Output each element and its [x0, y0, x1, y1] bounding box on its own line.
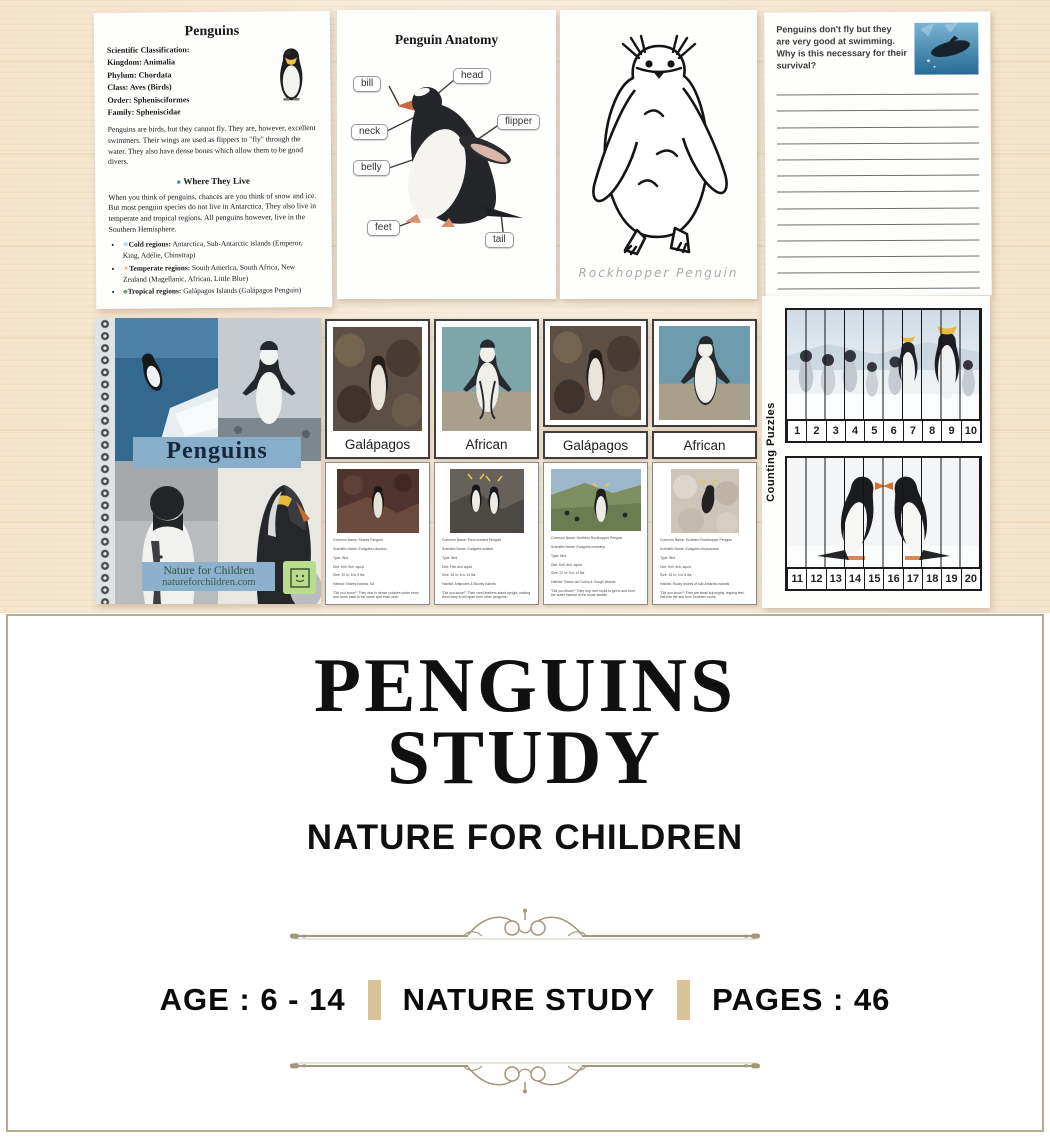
fact-line: "Did you know?" Their crest feathers stand upright, making them easy to tell apart from other penguins.: [442, 591, 531, 600]
flashcard-galapagos: [325, 319, 430, 459]
fact-line: Common Name: Southern Rockhopper Penguin: [660, 538, 732, 542]
pages-label: PAGES : 46: [712, 981, 891, 1017]
counting-puzzles-page: [762, 296, 990, 608]
classification-line: Class: Aves (Birds): [107, 82, 172, 93]
label-tail: tail: [485, 232, 514, 248]
fact-line: Habitat: Snares Islands, NZ: [333, 582, 375, 587]
fact-card: [325, 462, 430, 605]
puzzle-number: 15: [864, 569, 883, 589]
ruled-line: [777, 143, 979, 160]
puzzle-number: 18: [922, 569, 941, 589]
ruled-line: [777, 192, 979, 209]
puzzle-number: 5: [864, 421, 883, 441]
where-text: When you think of penguins, chances are you think of snow and ice. But most penguin species do not live in Antarctica. They also live in temperate and tropical regions. All penguins however, live in the Southern Hemisphere.: [108, 190, 317, 234]
fact-line: Habitat: Antipodes & Bounty Islands: [442, 582, 496, 587]
classification-line: Order: Sphenisciformes: [107, 94, 190, 105]
regions-list: [113, 238, 319, 297]
fact-line: Common Name: Snares Penguin: [333, 538, 383, 542]
fact-line: "Did you know?" They are small but mighty, leaping feet-first into the sea from Southern rocks.: [660, 591, 745, 600]
rockhopper-outline-drawing: [579, 24, 739, 264]
puzzle-number: 13: [826, 569, 845, 589]
where-they-live-heading: ● Where They Live: [176, 175, 251, 187]
fact-line: "Did you know?" They nest in dense colonies under trees and come back to the same spot each year.: [333, 591, 419, 600]
coloring-caption: Rockhopper Penguin: [578, 266, 739, 280]
puzzle-number: 7: [903, 421, 922, 441]
product-subtitle: NATURE FOR CHILDREN: [306, 817, 744, 857]
ruled-lines: [777, 78, 980, 322]
fact-card: [652, 462, 757, 605]
puzzle-strip-lines: [787, 310, 980, 419]
age-label: AGE : 6 - 14: [159, 981, 346, 1017]
ornamental-divider-bottom: [290, 1052, 760, 1094]
title-section: [0, 613, 1050, 1138]
fact-line: Scientific Name: Eudyptes chrysocome: [660, 546, 719, 551]
label-bill: bill: [353, 76, 381, 92]
snares-penguin-photo: [337, 469, 419, 533]
brand-logo: [283, 561, 316, 594]
southern-rockhopper-photo: [671, 469, 739, 533]
fact-line: Type: Bird: [442, 555, 458, 560]
galapagos-penguin-photo: [333, 327, 422, 431]
region-icon: ☀: [122, 264, 130, 273]
coloring-page: [560, 10, 757, 299]
fact-line: Size: 18 in; 4 to 8 lbs: [660, 573, 692, 578]
ruled-line: [777, 127, 979, 144]
counting-puzzle-11-20: [785, 456, 982, 591]
fact-line: Type: Bird: [660, 555, 676, 560]
galapagos-penguin-photo: [550, 326, 641, 420]
erect-crested-penguin-photo: [450, 469, 524, 533]
fact-line: Size: 26 in; 6 to 13 lbs: [442, 573, 476, 578]
fact-line: Habitat: Rocky shores of sub-Antarctic islands: [660, 582, 730, 587]
region-icon: ❄: [122, 241, 129, 250]
flashcard-label: Galápagos: [344, 436, 411, 452]
anatomy-title: Penguin Anatomy: [394, 32, 499, 47]
counting-puzzles-label: Counting Puzzles: [765, 402, 777, 502]
counting-puzzle-1-10: [785, 308, 982, 443]
ruled-line: [777, 208, 979, 225]
brand-name: Nature for Children: [163, 565, 255, 577]
label-belly: belly: [353, 160, 390, 176]
fact-line: Habitat: Tristan da Cunha & Gough Islands: [551, 580, 616, 585]
ruled-line: [777, 240, 979, 257]
puzzle-number: 9: [941, 421, 960, 441]
region-item: • ♣Tropical regions: Galápagos Islands (Galápagos Penguin): [123, 285, 319, 297]
ruled-line: [777, 159, 979, 176]
classification-line: Kingdom: Animalia: [107, 57, 175, 68]
fact-line: Common Name: Northern Rockhopper Penguin: [551, 536, 623, 540]
fact-page: [94, 11, 333, 309]
african-penguin-photo: [442, 327, 531, 431]
fact-lines: [660, 538, 749, 600]
classification-line: Family: Spheniscidae: [107, 107, 181, 117]
puzzle-number: 6: [883, 421, 902, 441]
fact-lines: [333, 538, 422, 600]
ruled-line: [777, 78, 979, 95]
fact-line: Type: Bird: [551, 553, 567, 558]
flashcard-african-split: [652, 319, 757, 459]
ruled-line: [778, 257, 980, 274]
puzzle-strip-lines: [787, 458, 980, 567]
species-flashcards: [325, 319, 757, 459]
puzzle-number: 4: [845, 421, 864, 441]
puzzle-numbers-11-20: [785, 569, 982, 591]
fact-line: Common Name: Erect-crested Penguin: [442, 538, 502, 542]
notebook-cover: [95, 318, 321, 604]
swimming-penguin-photo: [914, 22, 978, 74]
puzzle-number: 19: [941, 569, 960, 589]
product-title: PENGUINS STUDY: [314, 642, 736, 801]
fact-card: [543, 462, 648, 605]
fact-line: "Did you know?" They hop over rocks to get to and from the water instead of the usual waddle.: [551, 589, 635, 598]
puzzle-number: 17: [903, 569, 922, 589]
fact-lines: [551, 536, 640, 598]
flashcard-label: Galápagos: [543, 431, 648, 459]
notebook-title: Penguins: [133, 437, 300, 468]
fact-lines: [442, 538, 531, 600]
label-feet: feet: [367, 220, 400, 236]
spiral-binding: [95, 318, 115, 604]
puzzle-number: 3: [826, 421, 845, 441]
globe-icon: ●: [176, 177, 182, 187]
classification-line: Scientific Classification:: [107, 45, 190, 55]
classification-line: Phylum: Chordata: [107, 70, 172, 80]
puzzle-number: 12: [806, 569, 825, 589]
flashcard-african: [434, 319, 539, 459]
fact-line: Size: 20 in; 6 to 9 lbs: [333, 573, 365, 578]
flashcard-label: African: [465, 436, 508, 452]
puzzle-number: 16: [883, 569, 902, 589]
classification-list: [107, 44, 262, 120]
region-icon: ♣: [123, 288, 128, 297]
emperor-penguin-photo: [265, 43, 318, 107]
fact-line: Type: Bird: [333, 555, 349, 560]
flashcard-label: African: [652, 431, 757, 459]
fact-page-title: Penguins: [184, 23, 240, 40]
african-penguin-photo: [659, 326, 750, 420]
category-label: NATURE STUDY: [402, 981, 656, 1017]
puzzle-number: 8: [922, 421, 941, 441]
label-flipper: flipper: [497, 114, 540, 130]
region-item: • ☀Temperate regions: South America, South Africa, New Zealand (Magellanic, African, Little Blue): [123, 262, 319, 285]
brand-website: natureforchildren.com: [162, 577, 256, 588]
fact-line: Diet: Krill, fish, squid: [660, 564, 691, 569]
ruled-line: [777, 176, 979, 193]
flashcard-galapagos-split: [543, 319, 648, 459]
anatomy-page: [337, 10, 556, 299]
puzzle-number: 14: [845, 569, 864, 589]
fact-card: [434, 462, 539, 605]
puzzle-number: 1: [787, 421, 806, 441]
fact-line: Diet: Krill, fish, squid: [551, 562, 582, 567]
writing-page: [764, 11, 991, 296]
fact-line: Scientific Name: Eudyptes moseleyi: [551, 544, 605, 549]
ruled-line: [777, 224, 979, 241]
fact-line: Size: 22 in; 5 to 10 lbs: [551, 571, 585, 576]
writing-prompt: Penguins don't fly but they are very good at swimming. Why is this necessary for their survival?: [776, 23, 908, 71]
ruled-line: [777, 95, 979, 112]
fact-intro: Penguins are birds, but they cannot fly. They are, however, excellent swimmers. Their wings are used as flippers to "fly" through the water. They also have dense bones which allow them to be good divers.: [107, 123, 316, 167]
puzzle-number: 20: [961, 569, 980, 589]
puzzle-number: 2: [806, 421, 825, 441]
ruled-line: [777, 111, 979, 128]
notebook-brand-banner: [142, 562, 275, 591]
species-fact-cards: [325, 462, 757, 605]
fact-line: Diet: Krill, fish, squid: [333, 564, 364, 569]
label-head: head: [453, 68, 491, 84]
puzzle-number: 11: [787, 569, 806, 589]
fact-line: Scientific Name: Eudyptes sclateri: [442, 546, 494, 551]
label-neck: neck: [351, 124, 388, 140]
fact-line: Scientific Name: Eudyptes robustus: [333, 546, 387, 551]
ruled-line: [778, 273, 980, 290]
fact-line: Diet: Fish and squid: [442, 564, 472, 569]
region-item: • ❄Cold regions: Antarctica, Sub-Antarctic islands (Emperor, King, Adélie, Chinstrap): [123, 238, 319, 261]
puzzle-number: 10: [961, 421, 980, 441]
puzzle-numbers-1-10: [785, 421, 982, 443]
northern-rockhopper-photo: [551, 469, 641, 531]
